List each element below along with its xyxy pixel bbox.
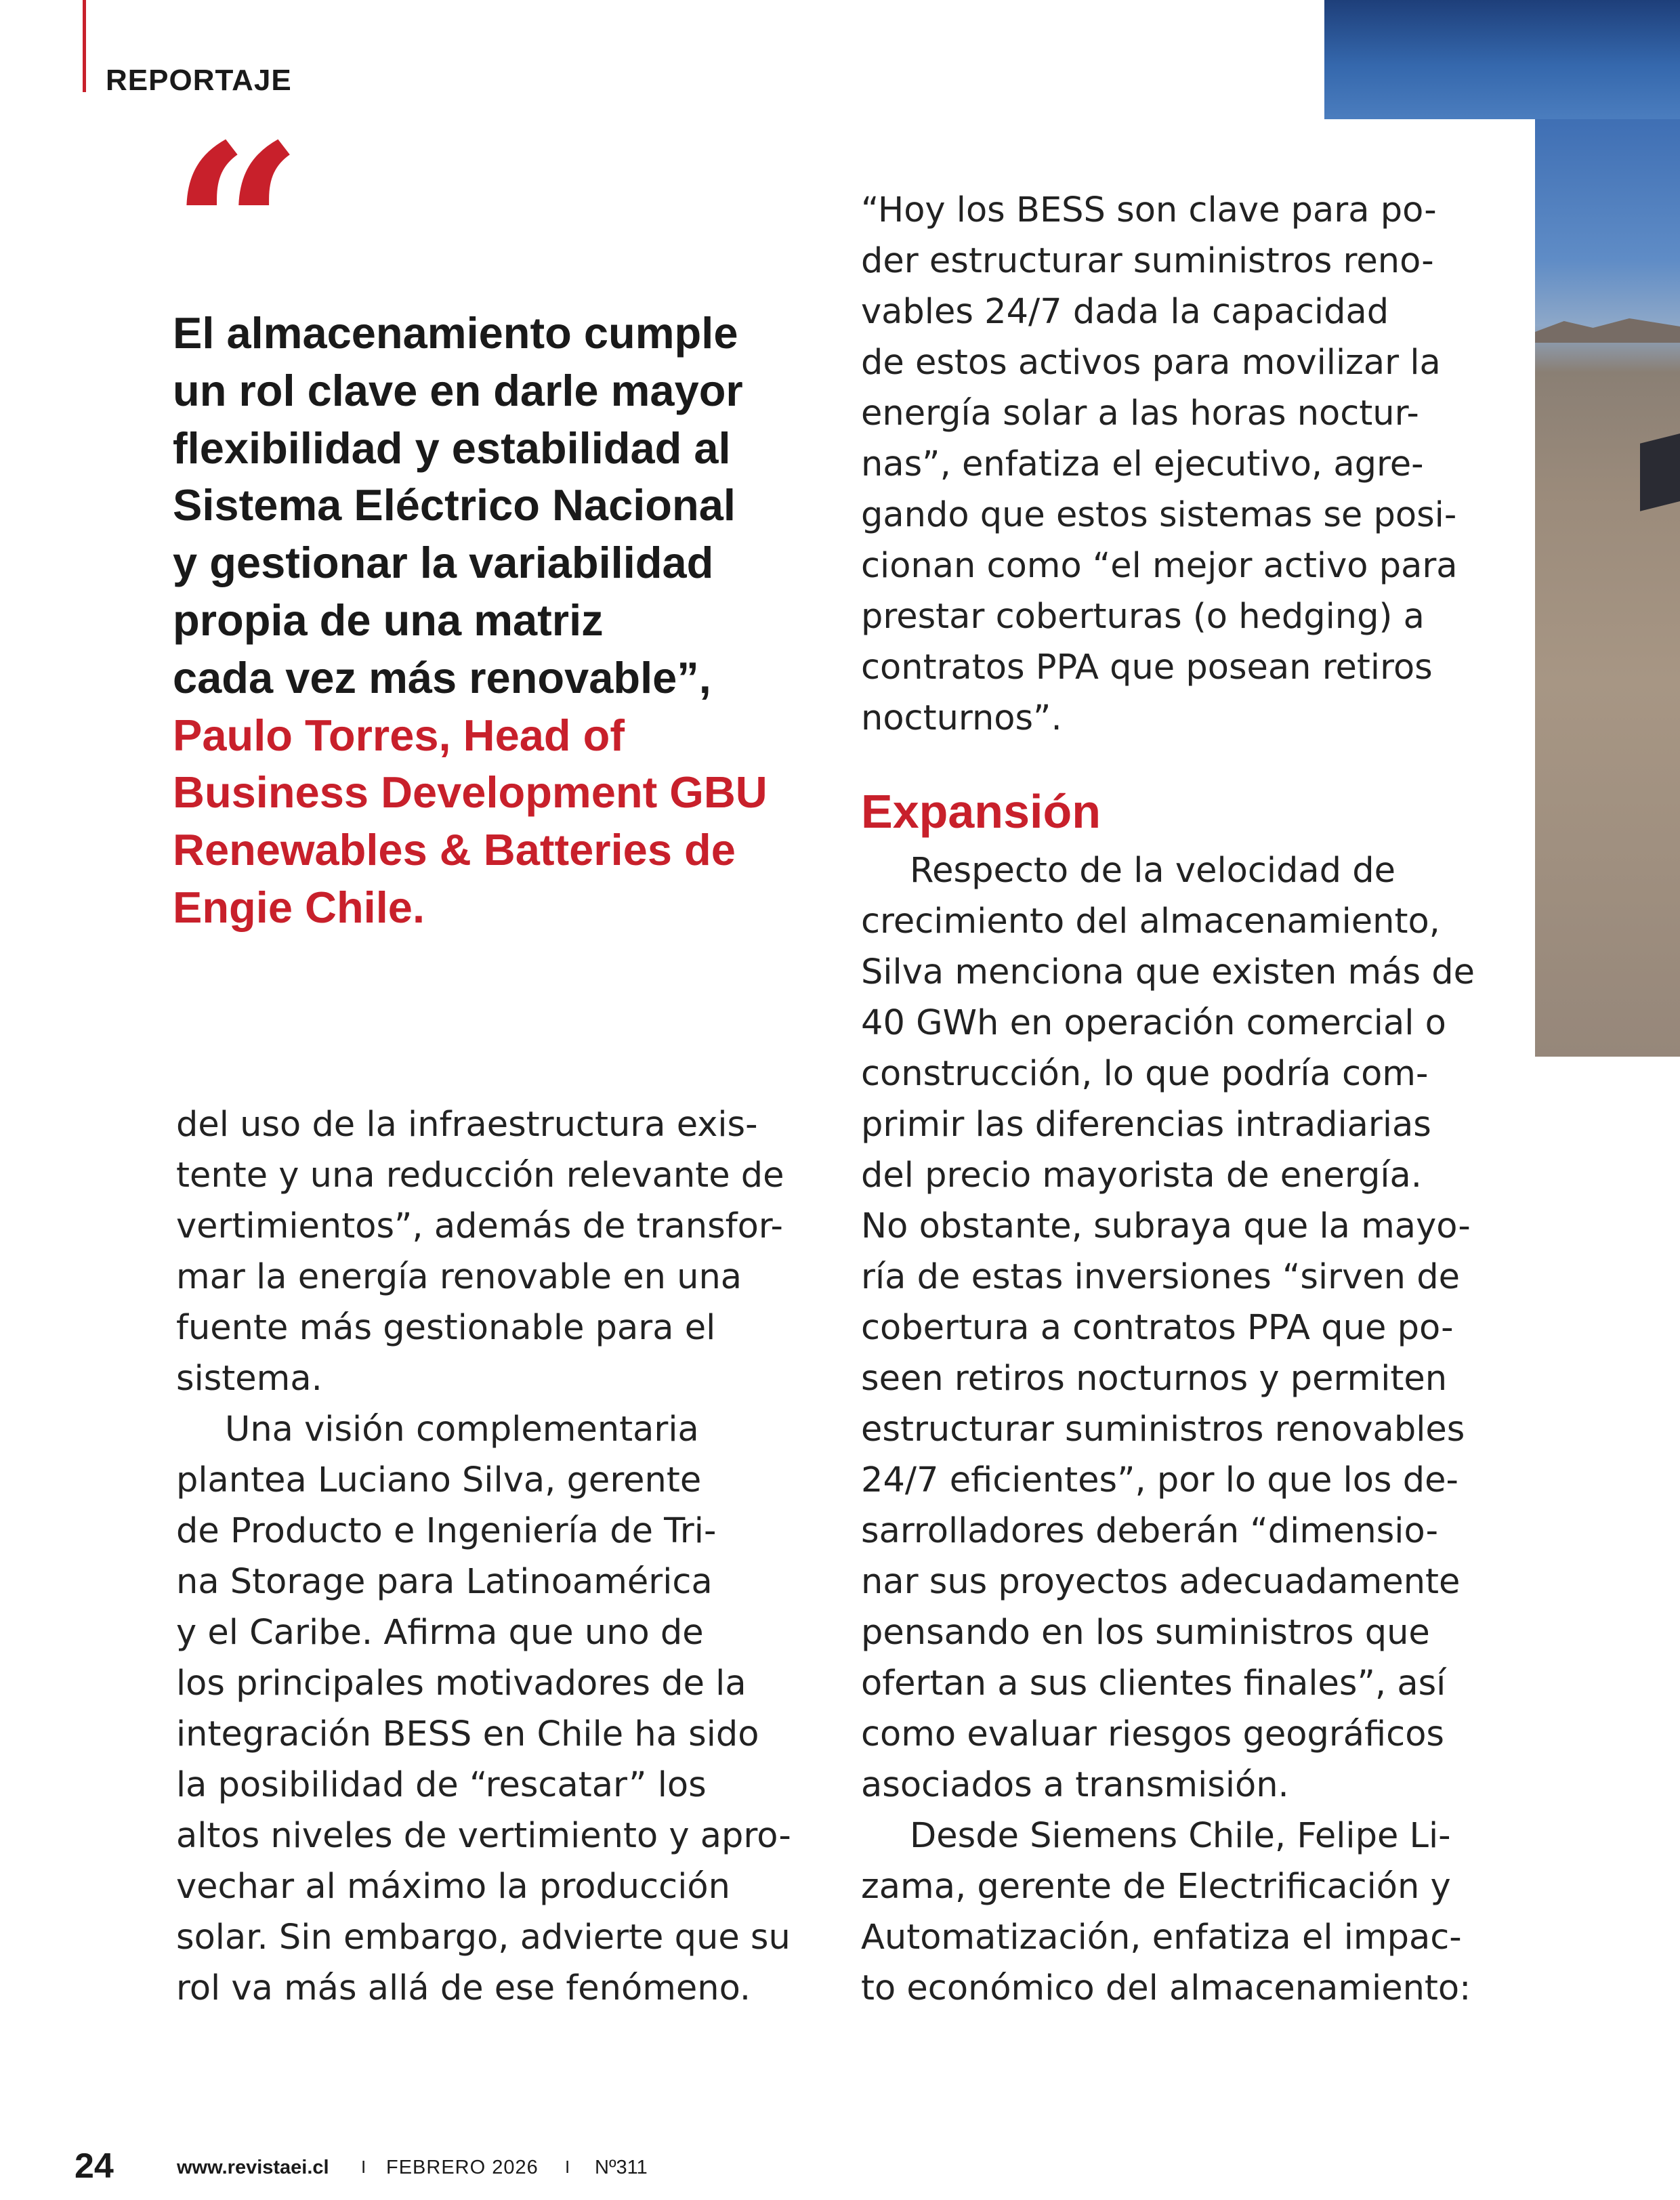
solar-field-photo [1535,119,1680,1057]
pull-quote-attribution: Engie Chile. [173,882,425,932]
body-line: to económico del almacenamiento: [861,1968,1471,2008]
pull-quote-attribution: Renewables & Batteries de [173,825,736,875]
body-line: la posibilidad de “rescatar” los [176,1765,707,1805]
body-line: 40 GWh en operación comercial o [861,1003,1446,1043]
mountain-silhouette [1535,316,1680,343]
body-line: del uso de la infraestructura exis- [176,1105,758,1145]
body-line: sarrolladores deberán “dimensio- [861,1511,1439,1551]
quote-mark-icon: “ [171,95,303,365]
body-line: energía solar a las horas noctur- [861,394,1419,433]
body-line: Automatización, enfatiza el impac- [861,1918,1462,1958]
body-line: los principales motivadores de la [176,1664,747,1704]
body-line: Silva menciona que existen más de [861,952,1475,992]
body-column-right-top [861,185,1505,744]
footer-url: www.revistaei.cl [177,2157,329,2178]
page-number: 24 [75,2146,114,2186]
footer-separator: I [361,2157,366,2177]
body-line: integración BESS en Chile ha sido [176,1714,759,1754]
pull-quote-attribution: Paulo Torres, Head of [173,710,625,760]
pull-quote-line: propia de una matriz [173,595,604,645]
body-column-left [176,1099,826,2014]
body-line: cobertura a contratos PPA que po- [861,1308,1454,1348]
body-line: vechar al máximo la producción [176,1867,730,1907]
body-line: nar sus proyectos adecuadamente [861,1562,1461,1602]
footer-date: FEBRERO 2026 [386,2157,539,2178]
footer-issue: Nº311 [595,2157,648,2178]
body-line: construcción, lo que podría com- [861,1054,1429,1094]
body-line: estructurar suministros renovables [861,1410,1465,1450]
body-line: Respecto de la velocidad de [910,851,1395,891]
pull-quote-line: y gestionar la variabilidad [173,538,714,588]
body-line: tente y una reducción relevante de [176,1156,784,1196]
body-column-right-bottom [861,845,1505,2014]
body-line: pensando en los suministros que [861,1613,1430,1653]
section-rule [83,0,86,92]
body-line: y el Caribe. Afirma que uno de [176,1613,704,1653]
body-line: nas”, enfatiza el ejecutivo, agre- [861,444,1424,484]
body-line: cionan como “el mejor activo para [861,546,1458,586]
body-line: vables 24/7 dada la capacidad [861,292,1389,332]
pull-quote-line: cada vez más renovable”, [173,652,711,702]
body-line: mar la energía renovable en una [176,1257,742,1297]
body-line: contratos PPA que posean retiros [861,648,1433,688]
subheading-expansion: Expansión [861,785,1101,838]
body-line: ría de estas inversiones “sirven de [861,1257,1460,1297]
body-line: vertimientos”, además de transfor- [176,1206,783,1246]
body-line: gando que estos sistemas se posi- [861,495,1457,535]
body-line: ofertan a sus clientes finales”, así [861,1664,1446,1704]
body-line: seen retiros nocturnos y permiten [861,1359,1448,1399]
body-line: sistema. [176,1359,322,1399]
body-line: Una visión complementaria [225,1410,699,1450]
body-line: rol va más allá de ese fenómeno. [176,1968,751,2008]
body-line: de Producto e Ingeniería de Tri- [176,1511,717,1551]
body-line: der estructurar suministros reno- [861,241,1434,281]
body-line: asociados a transmisión. [861,1765,1289,1805]
body-line: crecimiento del almacenamiento, [861,902,1440,942]
body-line: de estos activos para movilizar la [861,343,1441,383]
pull-quote-attribution: Business Development GBU [173,767,768,818]
pull-quote-line: Sistema Eléctrico Nacional [173,480,736,530]
body-line: na Storage para Latinoamérica [176,1562,713,1602]
photo-sky-top [1324,0,1680,119]
body-line: como evaluar riesgos geográficos [861,1714,1444,1754]
pull-quote-line: flexibilidad y estabilidad al [173,423,731,473]
solar-panels [1640,431,1680,511]
section-label: REPORTAJE [106,64,292,97]
body-line: zama, gerente de Electrificación y [861,1867,1451,1907]
body-line: prestar coberturas (o hedging) a [861,597,1425,637]
body-line: primir las diferencias intradiarias [861,1105,1431,1145]
pull-quote [173,305,796,937]
body-line: Desde Siemens Chile, Felipe Li- [910,1816,1451,1856]
body-line: “Hoy los BESS son clave para po- [861,190,1437,230]
body-line: altos niveles de vertimiento y apro- [176,1816,791,1856]
body-line: nocturnos”. [861,698,1062,738]
body-line: solar. Sin embargo, advierte que su [176,1918,791,1958]
body-line: plantea Luciano Silva, gerente [176,1460,702,1500]
body-line: No obstante, subraya que la mayo- [861,1206,1471,1246]
body-line: del precio mayorista de energía. [861,1156,1422,1196]
body-line: 24/7 eficientes”, por lo que los de- [861,1460,1458,1500]
pull-quote-line: un rol clave en darle mayor [173,365,743,415]
footer-separator: I [565,2157,570,2177]
body-line: fuente más gestionable para el [176,1308,716,1348]
pull-quote-line: El almacenamiento cumple [173,308,738,358]
